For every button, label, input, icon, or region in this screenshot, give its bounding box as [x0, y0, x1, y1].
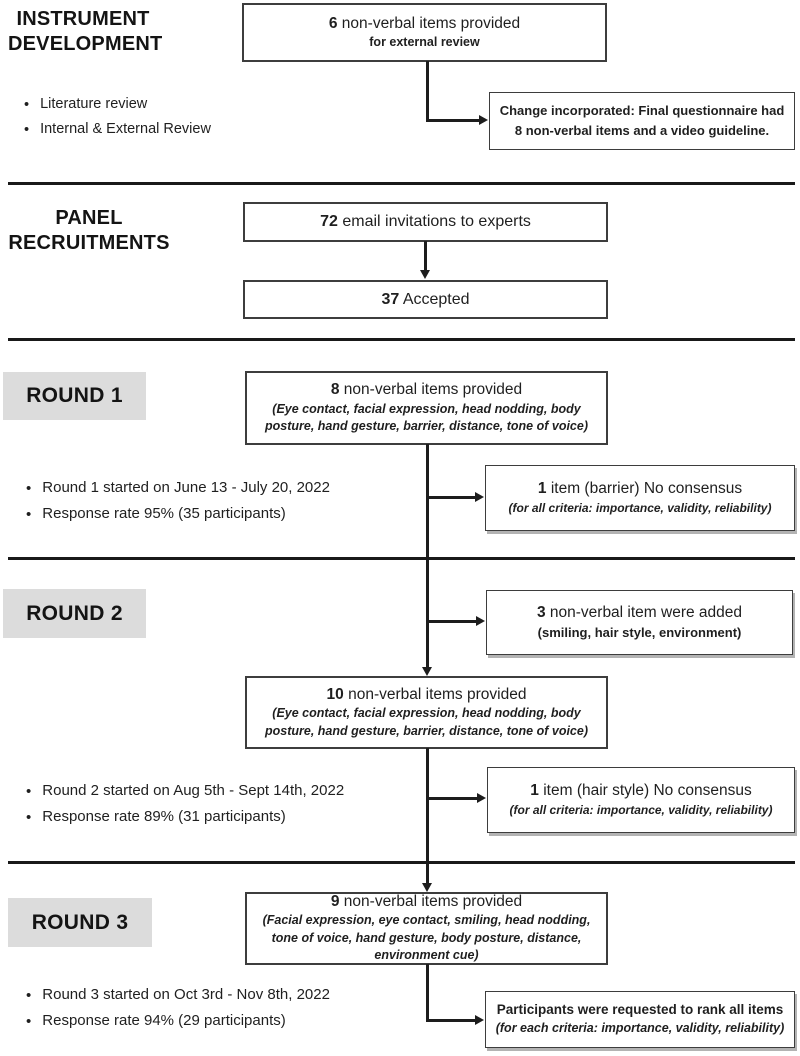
box-main-line [381, 290, 469, 310]
arrowhead-right [477, 793, 486, 803]
box-label: non-verbal items provided [337, 14, 521, 32]
box-email-invitations [243, 202, 608, 242]
box-label: email invitations to experts [337, 213, 531, 230]
bullet-text: Response rate 95% (35 participants) [42, 504, 286, 522]
item-count: 3 [536, 604, 546, 622]
round-label-text: ROUND 2 [26, 601, 123, 625]
bullet-dot: • [24, 97, 30, 113]
box-round2-no-consensus [487, 767, 795, 833]
section-title-line2: RECRUITMENTS [8, 232, 170, 254]
arrowhead-right [476, 616, 485, 626]
box-sub-line: (Eye contact, facial expression, head nodding, body posture, hand gesture, barrier, distance, tone of voice) [265, 706, 588, 738]
box-sub-line: (for all criteria: importance, validity, reliability) [509, 802, 773, 817]
box-sub-line: for external review [369, 34, 480, 49]
section-title-line1: PANEL [55, 207, 123, 229]
box-sub-line: (for each criteria: importance, validity, reliability) [495, 1021, 785, 1036]
bullet-dot: • [26, 783, 32, 800]
list-item [26, 479, 466, 499]
box-round3-items-provided [245, 892, 608, 965]
connector-line [426, 964, 429, 1021]
box-change-incorporated [489, 92, 795, 150]
box-round2-items-provided [245, 676, 608, 749]
item-count: 1 [530, 782, 539, 800]
section-title-line1: INSTRUMENT [16, 8, 150, 30]
bullet-text: Response rate 89% (31 participants) [42, 807, 286, 825]
arrowhead-down [420, 270, 430, 279]
bullet-text: Round 1 started on June 13 - July 20, 2022 [42, 479, 330, 496]
connector-line [426, 496, 476, 499]
bullet-dot: • [26, 808, 32, 826]
list-item [24, 96, 454, 115]
bullet-text: Internal & External Review [40, 120, 211, 137]
section-divider [8, 557, 795, 560]
bullet-dot: • [26, 1012, 32, 1030]
box-main-line [320, 212, 531, 232]
box-round1-no-consensus [485, 465, 795, 531]
bullet-text: Literature review [40, 96, 148, 112]
connector-line [424, 241, 427, 271]
item-count: 10 [326, 685, 344, 703]
item-count: 6 [328, 14, 338, 32]
box-label: non-verbal items provided [339, 381, 523, 399]
box-main-line [329, 14, 520, 33]
box-sub-line: (smiling, hair style, environment) [537, 624, 742, 640]
list-item [26, 986, 466, 1006]
section-title-panel-recruitments [8, 206, 170, 256]
section-title-line2: DEVELOPMENT [8, 33, 163, 55]
section-title-instrument-development [8, 7, 163, 57]
round-label-text: ROUND 3 [31, 910, 129, 934]
box-main-line [331, 380, 522, 399]
round3-bullet-list [26, 986, 466, 1037]
item-count: 1 [537, 480, 547, 498]
connector-line [426, 620, 477, 623]
round-3-label [8, 898, 152, 947]
list-item [26, 808, 466, 828]
bullet-dot: • [26, 987, 32, 1004]
instrument-bullet-list [24, 96, 454, 146]
list-item [26, 782, 466, 802]
bullet-dot: • [24, 121, 30, 138]
item-count: 9 [330, 893, 340, 911]
arrowhead-right [479, 115, 488, 125]
round-2-label [3, 589, 146, 638]
box-label: non-verbal item were added [545, 604, 743, 622]
box-sub-line: (Facial expression, eye contact, smiling, head nodding, tone of voice, hand gesture, body posture, distance, environment cue) [262, 913, 591, 963]
round-1-label [3, 372, 146, 420]
box-round3-rank-items [485, 991, 795, 1048]
item-count: 8 [330, 381, 340, 399]
bullet-dot: • [26, 505, 32, 523]
box-round1-items-provided [245, 371, 608, 445]
connector-line [426, 797, 478, 800]
box-items-external-review [242, 3, 607, 62]
arrowhead-right [475, 492, 484, 502]
box-main-line [538, 479, 742, 498]
bullet-text: Response rate 94% (29 participants) [42, 1011, 286, 1029]
box-accepted [243, 280, 608, 319]
round2-bullet-list [26, 782, 466, 833]
bullet-text: Round 3 started on Oct 3rd - Nov 8th, 2022 [42, 986, 330, 1003]
box-line2: 8 non-verbal items and a video guideline. [514, 123, 770, 138]
item-count: 37 [381, 290, 400, 308]
round1-bullet-list [26, 479, 466, 530]
box-label: item (barrier) No consensus [546, 480, 743, 498]
box-main-line [331, 892, 522, 911]
bullet-text: Round 2 started on Aug 5th - Sept 14th, 2022 [42, 782, 345, 799]
list-item [26, 505, 466, 525]
box-label: Accepted [399, 290, 470, 308]
round-label-text: ROUND 1 [26, 384, 123, 407]
box-label: non-verbal items provided [343, 685, 527, 703]
section-divider [8, 861, 795, 864]
box-main-line [327, 685, 527, 704]
list-item [24, 121, 454, 140]
arrowhead-down [422, 883, 432, 892]
box-round2-items-added [486, 590, 793, 655]
item-count: 72 [320, 213, 338, 230]
box-sub-line: (for all criteria: importance, validity, reliability) [508, 500, 772, 515]
box-label: item (hair style) No consensus [538, 782, 752, 800]
box-line1: Change incorporated: Final questionnaire had [499, 102, 785, 118]
box-label: non-verbal items provided [339, 893, 523, 911]
bullet-dot: • [26, 480, 32, 497]
box-sub-line: (Eye contact, facial expression, head nodding, body posture, hand gesture, barrier, distance, tone of voice) [265, 401, 588, 434]
box-main-line [530, 781, 751, 800]
section-divider [8, 182, 795, 185]
list-item [26, 1012, 466, 1032]
arrowhead-right [475, 1015, 484, 1025]
connector-line [426, 748, 429, 885]
connector-line [426, 61, 429, 121]
connector-line [426, 119, 480, 122]
box-main-line [537, 603, 742, 622]
connector-line [426, 1019, 476, 1022]
section-divider [8, 338, 795, 341]
box-line1: Participants were requested to rank all items [496, 1002, 784, 1018]
arrowhead-down [422, 667, 432, 676]
